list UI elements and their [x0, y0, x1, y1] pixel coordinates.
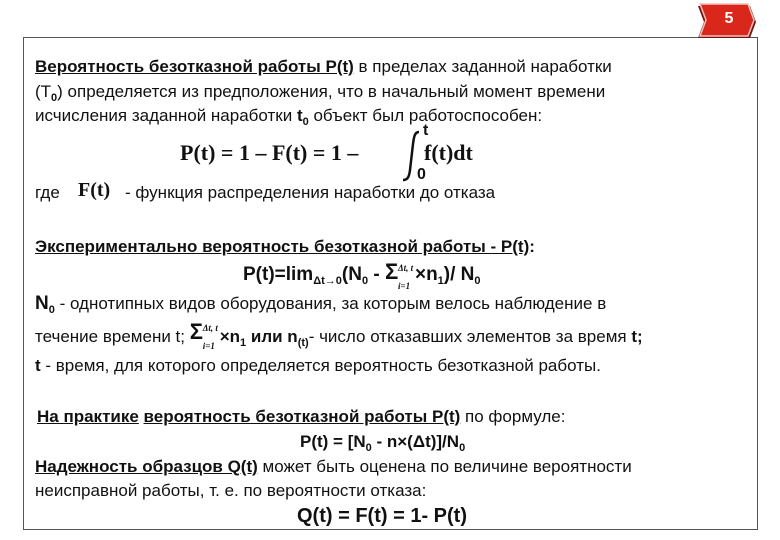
reliab-line-2 — [35, 481, 426, 501]
intro-text-1: в пределах заданной наработки — [353, 57, 612, 76]
practice-c: по формуле: — [460, 407, 566, 426]
n0-text-1: - однотипных видов оборудования, за которым велось наблюдение в — [54, 294, 607, 313]
n0-def-line-1 — [35, 294, 606, 320]
f2-n0-sub: 0 — [361, 275, 369, 287]
where-symbol — [78, 180, 110, 200]
formula-practice — [300, 432, 465, 458]
integrand — [424, 140, 473, 166]
where-desc: - функция распределения наработки до отказа — [125, 183, 496, 202]
integral-lower: 0 — [417, 166, 426, 183]
integral-upper: t — [423, 122, 429, 139]
slide-number: 5 — [724, 10, 734, 27]
intro-text-3b: объект был работоспособен: — [308, 106, 543, 125]
t0-symbol: t — [296, 106, 303, 125]
intro-line-3 — [35, 106, 542, 132]
n0-text-2a: течение времени t; — [35, 327, 190, 346]
formula-lhs: P(t) = 1 – F(t) = 1 – — [180, 140, 359, 165]
sum-icon: Σ Δt, t i=1 — [190, 324, 220, 346]
f3-sub2: 0 — [459, 442, 466, 454]
reliab-line-1 — [35, 457, 632, 477]
intro-line-1 — [35, 57, 612, 77]
n0-def-line-2 — [35, 319, 643, 353]
f2-lim-sub: Δt→0 — [313, 275, 342, 287]
where-desc-line — [125, 183, 495, 203]
where-label: где — [35, 183, 60, 202]
practice-a: На практике — [37, 407, 139, 426]
f2-n1-sub: 1 — [437, 275, 444, 287]
n0-t-end: t; — [631, 327, 643, 346]
f3-b: - n×(Δt)]/N — [371, 432, 460, 451]
t-def-text: - время, для которого определяется вероятность безотказной работы. — [40, 356, 601, 375]
reliability-term: Вероятность безотказной работы P(t) — [35, 57, 354, 76]
n0-symbol: N — [35, 293, 49, 314]
n0-n1-sub: 1 — [240, 337, 247, 349]
where-symbol-text: F(t) — [78, 179, 111, 201]
n0-text-2b: ×n — [219, 327, 241, 346]
reliab-b: может быть оценена по величине вероятности — [257, 457, 632, 476]
n0-sub: 0 — [48, 304, 55, 316]
practice-line — [37, 407, 565, 427]
slide-number-badge — [690, 2, 758, 42]
f2-sum-top: Δt, t — [397, 263, 414, 273]
n0-text-2c: - число отказавших элементов за время — [308, 327, 632, 346]
practice-b: вероятность безотказной работы P(t) — [143, 407, 461, 426]
intro-text-3a: исчисления заданной наработки — [35, 106, 297, 125]
n0-sum-bot: i=1 — [202, 341, 215, 351]
intro-text-2: ) определяется из предположения, что в начальный момент времени — [57, 82, 606, 101]
reliab-line2-text: неисправной работы, т. е. по вероятности отказа: — [35, 481, 427, 500]
intro-line-2 — [35, 82, 605, 108]
t-def-line — [35, 356, 601, 376]
t0-open: (T — [35, 82, 52, 101]
experimental-heading — [35, 237, 535, 257]
t0-sub: 0 — [51, 92, 58, 104]
f2-a: P(t)=lim — [243, 264, 314, 285]
n0-nt-sub: (t) — [297, 337, 309, 349]
f2-c: - — [368, 264, 385, 285]
formula-failure-text: Q(t) = F(t) = 1- P(t) — [297, 505, 467, 527]
f2-b: (N — [341, 264, 362, 285]
formula-failure — [297, 504, 467, 528]
n0-sum-top: Δt, t — [202, 323, 218, 333]
f2-e: )/ N — [443, 264, 475, 285]
n0-ili: или n — [246, 327, 298, 346]
f3-sub: 0 — [365, 442, 372, 454]
where-line — [35, 183, 60, 203]
f2-d: ×n — [414, 264, 438, 285]
reliab-a: Надежность образцов Q(t) — [35, 457, 258, 476]
t0-symbol-sub: 0 — [302, 116, 309, 128]
integrand-text: f(t)dt — [424, 140, 473, 165]
sum-icon: Σ Δt, t i=1 — [385, 262, 415, 284]
formula-experimental — [243, 259, 481, 293]
t-symbol: t — [35, 356, 41, 375]
experimental-colon: : — [529, 237, 535, 256]
experimental-heading-text: Экспериментально вероятность безотказной работы - P(t) — [35, 237, 530, 256]
f3-a: P(t) = [N — [300, 432, 366, 451]
f2-n0b-sub: 0 — [474, 275, 481, 287]
formula-reliability — [180, 140, 358, 166]
f2-sum-bot: i=1 — [397, 281, 411, 291]
